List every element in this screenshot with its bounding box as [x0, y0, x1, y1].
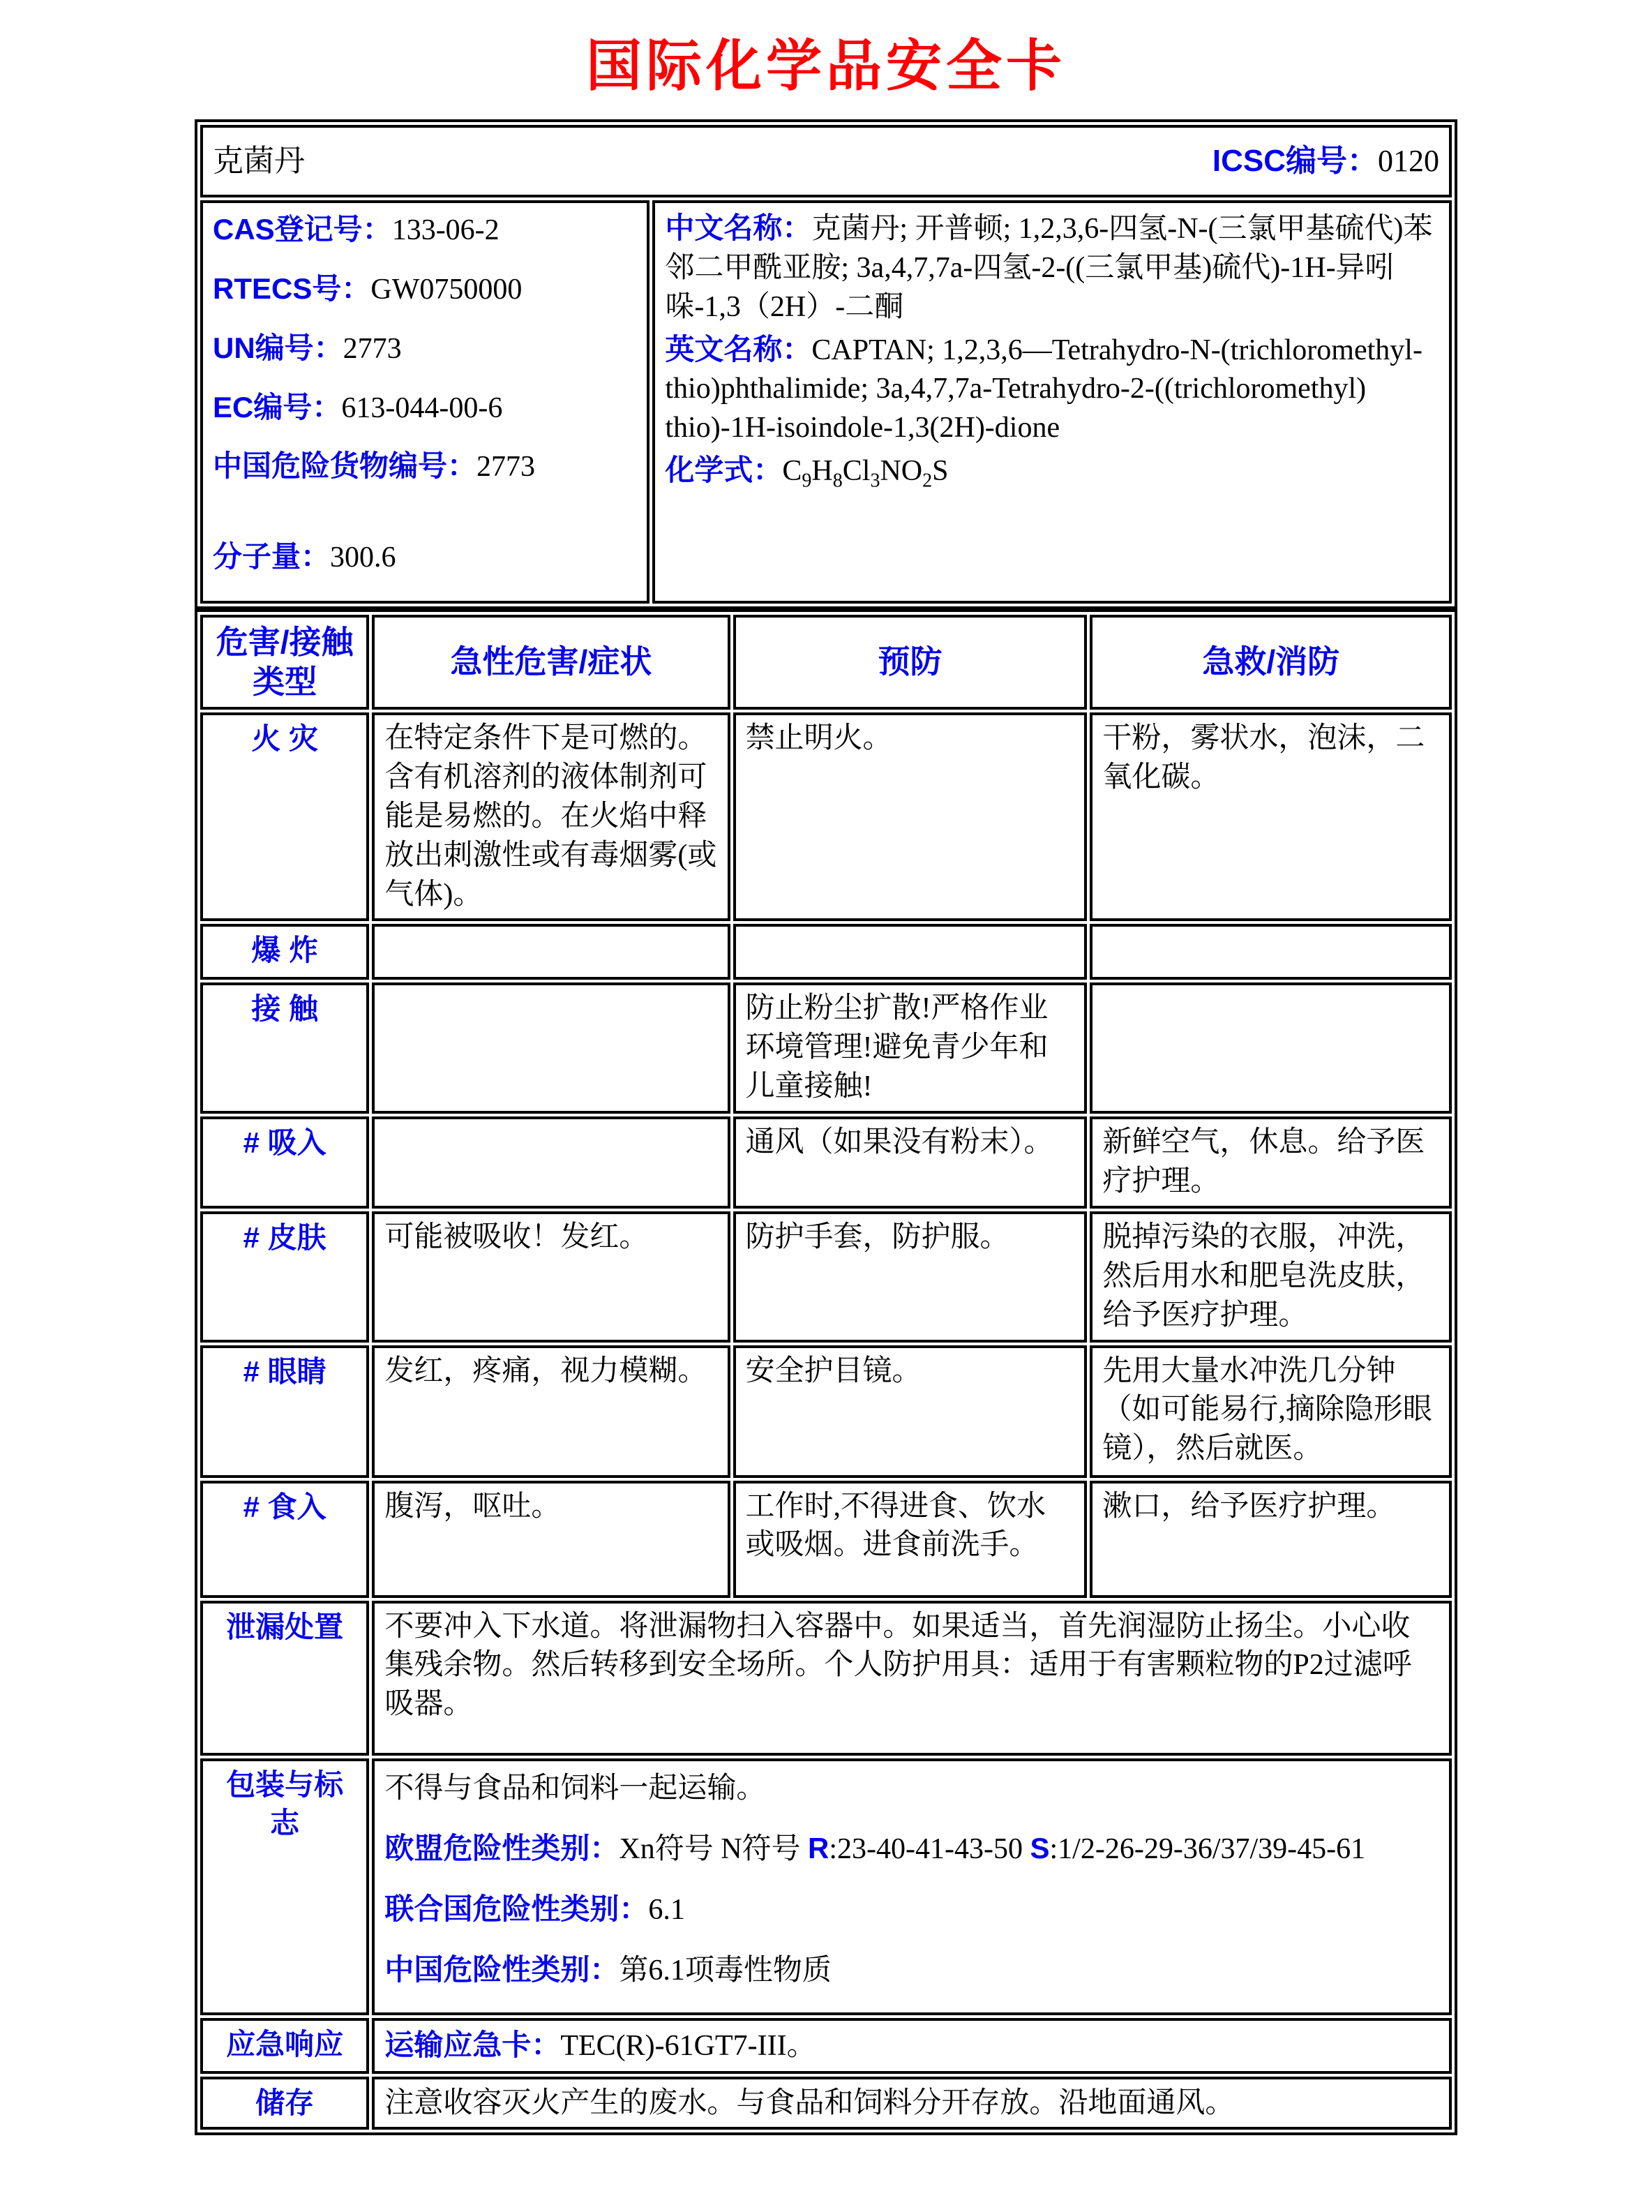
- identifier-mol-weight: [213, 537, 637, 578]
- substance-name: 克菌丹: [213, 143, 305, 178]
- prevention-cell: [733, 924, 1088, 980]
- category-cell: 火 灾: [200, 712, 369, 921]
- table-row-storage: [200, 2077, 1452, 2130]
- identifier-value: 2773: [343, 332, 402, 365]
- identifier-label: 中国危险货物编号：: [213, 449, 477, 483]
- section-label-storage: 储存: [200, 2077, 369, 2130]
- category-cell: # 皮肤: [200, 1211, 369, 1343]
- section-label-packaging: 包装与标志: [200, 1758, 369, 2015]
- identifier-value: 613-044-00-6: [341, 391, 503, 424]
- table-row-skin: [200, 1211, 1452, 1343]
- response-cell: 新鲜空气，休息。给予医疗护理。: [1090, 1116, 1452, 1209]
- packaging-line-un-class: 联合国危险性类别：6.1: [384, 1892, 685, 1926]
- response-cell: 脱掉污染的衣服，冲洗，然后用水和肥皂洗皮肤，给予医疗护理。: [1090, 1211, 1452, 1343]
- symptoms-cell: [372, 924, 730, 980]
- identifier-label: EC编号：: [213, 390, 342, 424]
- symptoms-cell: [372, 982, 730, 1114]
- column-header-hazard-type: 危害/接触类型: [200, 615, 369, 710]
- identifier-china-dg: [213, 447, 637, 487]
- packaging-text: [372, 1758, 1452, 2015]
- prevention-cell: 通风（如果没有粉末）。: [733, 1116, 1088, 1209]
- identifier-label: UN编号：: [213, 331, 343, 364]
- response-cell: 先用大量水冲洗几分钟（如可能易行,摘除隐形眼镜），然后就医。: [1090, 1345, 1452, 1478]
- column-header-response: 急救/消防: [1090, 615, 1452, 710]
- table-row-eyes: [200, 1345, 1452, 1478]
- response-cell: 干粉，雾状水，泡沫，二氧化碳。: [1090, 712, 1452, 921]
- page-title: 国际化学品安全卡: [586, 36, 1066, 98]
- spillage-text: 不要冲入下水道。将泄漏物扫入容器中。如果适当，首先润湿防止扬尘。小心收集残余物。然后转移到安全场所。个人防护用具：适用于有害颗粒物的P2过滤呼吸器。: [372, 1601, 1452, 1756]
- names-cell: [652, 200, 1452, 604]
- identifier-value: 133-06-2: [391, 214, 500, 246]
- prevention-cell: 防护手套，防护服。: [733, 1211, 1088, 1343]
- prevention-cell: 禁止明火。: [733, 712, 1088, 921]
- emergency-text: 运输应急卡：TEC(R)-61GT7-III。: [372, 2018, 1452, 2074]
- column-header-symptoms: 急性危害/症状: [372, 615, 730, 710]
- identifier-ec: [213, 388, 637, 428]
- identification-table: [195, 119, 1457, 609]
- chinese-name-line: [665, 209, 1439, 327]
- identifier-un: [213, 329, 637, 369]
- prevention-cell: 工作时,不得进食、饮水或吸烟。进食前洗手。: [733, 1481, 1088, 1598]
- card-header-cell: [200, 125, 1452, 197]
- table-row-emergency: [200, 2018, 1452, 2074]
- english-name-line: [665, 330, 1439, 449]
- icsc-number-group: [1212, 141, 1439, 182]
- packaging-line-eu-class: 欧盟危险性类别：Xn符号 N符号 R:23-40-41-43-50 S:1/2-26-29-36/37/39-45-61: [384, 1831, 1366, 1865]
- response-cell: [1090, 982, 1452, 1114]
- formula-line: [665, 451, 1439, 491]
- identifier-label: RTECS号：: [213, 271, 371, 305]
- prevention-cell: 防止粉尘扩散!严格作业环境管理!避免青少年和儿童接触!: [733, 982, 1088, 1114]
- packaging-line-china-class: 中国危险性类别：第6.1项毒性物质: [384, 1952, 832, 1987]
- symptoms-cell: 可能被吸收！发红。: [372, 1211, 730, 1343]
- icsc-label: ICSC编号：: [1212, 143, 1378, 178]
- symptoms-cell: [372, 1116, 730, 1209]
- storage-text: 注意收容灭火产生的废水。与食品和饲料分开存放。沿地面通风。: [372, 2077, 1452, 2130]
- icsc-number: 0120: [1378, 143, 1439, 178]
- hazard-header-row: [200, 615, 1452, 710]
- registry-numbers-cell: [200, 200, 649, 604]
- english-name-label: 英文名称：: [665, 332, 812, 366]
- identifier-label: 分子量：: [213, 540, 331, 574]
- category-cell: 接 触: [200, 982, 369, 1114]
- identifier-value: GW0750000: [370, 273, 523, 306]
- identification-row: [200, 200, 1452, 604]
- identifier-value: 2773: [476, 451, 536, 484]
- category-cell: # 食入: [200, 1481, 369, 1598]
- formula-value: $C_9H_8Cl_3NO_2S$: [782, 455, 949, 492]
- table-row-ingestion: [200, 1481, 1452, 1598]
- prevention-cell: 安全护目镜。: [733, 1345, 1088, 1478]
- identifier-rtecs: [213, 269, 637, 310]
- table-row-packaging: [200, 1758, 1452, 2015]
- identifier-label: CAS登记号：: [213, 213, 392, 246]
- identifier-value: 300.6: [330, 541, 396, 574]
- response-cell: 漱口，给予医疗护理。: [1090, 1481, 1452, 1598]
- symptoms-cell: 腹泻，呕吐。: [372, 1481, 730, 1598]
- table-row-fire: [200, 712, 1452, 921]
- packaging-line-transport: 不得与食品和饲料一起运输。: [384, 1772, 766, 1804]
- response-cell: [1090, 924, 1452, 980]
- category-cell: 爆 炸: [200, 924, 369, 980]
- english-name-value: CAPTAN; 1,2,3,6—Tetrahydro-N-(trichloromethyl- thio)phthalimide; 3a,4,7,7a-Tetrahydro-2-((trichloromethyl) thio)-1H-isoindole-1,3(2H)-dione: [665, 334, 1422, 444]
- table-row-explosion: [200, 924, 1452, 980]
- symptoms-cell: 发红，疼痛，视力模糊。: [372, 1345, 730, 1478]
- identifier-cas: [213, 210, 637, 251]
- chinese-name-value: 克菌丹; 开普顿; 1,2,3,6-四氢-N-(三氯甲基硫代)苯邻二甲酰亚胺; 3a,4,7,7a-四氢-2-((三氯甲基)硫代)-1H-异吲哚-1,3（2H）-二酮: [665, 213, 1433, 323]
- table-row-contact: [200, 982, 1452, 1114]
- section-label-spillage: 泄漏处置: [200, 1601, 369, 1756]
- table-row-inhalation: [200, 1116, 1452, 1209]
- table-row-spillage: [200, 1601, 1452, 1756]
- section-label-emergency: 应急响应: [200, 2018, 369, 2074]
- hazard-table: [195, 609, 1457, 2135]
- card-header-row: [200, 125, 1452, 197]
- category-cell: # 吸入: [200, 1116, 369, 1209]
- category-cell: # 眼睛: [200, 1345, 369, 1478]
- chinese-name-label: 中文名称：: [665, 211, 812, 244]
- column-header-prevention: 预防: [733, 615, 1088, 710]
- symptoms-cell: 在特定条件下是可燃的。含有机溶剂的液体制剂可能是易燃的。在火焰中释放出刺激性或有毒烟雾(或气体)。: [372, 712, 730, 921]
- formula-label: 化学式：: [665, 454, 783, 487]
